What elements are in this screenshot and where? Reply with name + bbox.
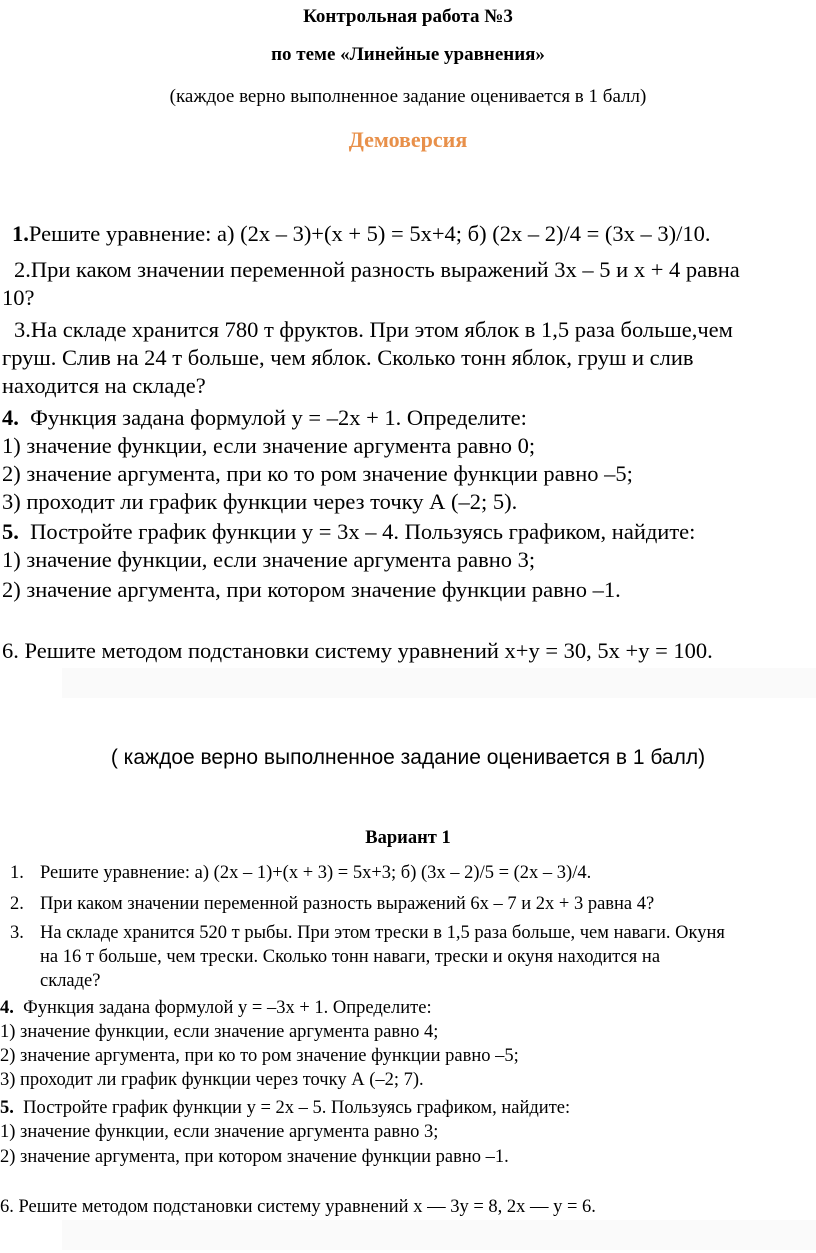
variant-task-4-number: 4. [0,998,14,1018]
variant-task-5-text: Постройте график функции у = 2х – 5. Пользуясь графиком, найдите: [23,1098,571,1118]
list-text: складе? [40,971,101,991]
list-number: 2. [10,894,24,914]
task-5-item-1: 1) значение функции, если значение аргумента равно 3; [2,547,536,572]
task-3-line-3: находится на складе? [2,373,206,398]
list-number: 1. [10,863,24,883]
list-text: На складе хранится 520 т рыбы. При этом трески в 1,5 раза больше, чем наваги. Окуня [40,923,725,943]
variant-title: Вариант 1 [365,828,451,848]
list-text: на 16 т больше, чем трески. Сколько тонн наваги, трески и окуня находится на [40,947,661,967]
list-number: 3. [10,923,24,943]
task-1-text: Решите уравнение: а) (2х – 3)+(х + 5) = 5х+4; б) (2х – 2)/4 = (3х – 3)/10. [28,221,711,246]
variant-task-5-heading [0,1096,812,1120]
task-4-text: Функция задана формулой у = –2х + 1. Определите: [30,405,527,430]
topic-heading: по теме «Линейные уравнения» [271,44,545,65]
variant-task-4-item-2: 2) значение аргумента, при ко то ром значение функции равно –5; [0,1046,519,1066]
scoring-note-2: ( каждое верно выполненное задание оценивается в 1 балл) [110,746,706,769]
list-text: Решите уравнение: а) (2х – 1)+(х + 3) = 5х+3; б) (3х – 2)/5 = (2х – 3)/4. [40,863,592,883]
task-4-item-2: 2) значение аргумента, при ко то ром значение функции равно –5; [2,461,633,486]
page-title: Контрольная работа №3 [303,6,513,27]
task-2-line-1: 2.При каком значении переменной разность выражений 3х – 5 и х + 4 равна [14,257,740,282]
variant-task-4-item-3: 3) проходит ли график функции через точку А (–2; 7). [0,1070,424,1090]
task-4-heading [2,404,808,432]
task-4-item-3: 3) проходит ли график функции через точку А (–2; 5). [2,489,518,514]
task-5-text: Постройте график функции у = 3х – 4. Пользуясь графиком, найдите: [30,519,696,544]
shaded-block [62,668,816,698]
task-1-number: 1. [12,221,29,246]
variant-task-4-heading [0,996,812,1020]
task-3-line-1: 3.На складе хранится 780 т фруктов. При этом яблок в 1,5 раза больше,чем [14,317,733,342]
variant-task-6: 6. Решите методом подстановки систему уравнений х — 3у = 8, 2х — у = 6. [0,1197,596,1217]
variant-task-5-item-2: 2) значение аргумента, при котором значение функции равно –1. [0,1147,509,1167]
task-5-item-2: 2) значение аргумента, при котором значение функции равно –1. [2,577,621,602]
task-3-line-2: груш. Слив на 24 т больше, чем яблок. Сколько тонн яблок, груш и слив [2,345,694,370]
variant-task-5-number: 5. [0,1098,14,1118]
task-2-line-2: 10? [2,285,35,310]
task-5-heading [2,518,808,546]
task-6: 6. Решите методом подстановки систему уравнений х+у = 30, 5х +у = 100. [2,638,713,663]
task-4-item-1: 1) значение функции, если значение аргумента равно 0; [2,433,536,458]
demo-label: Демоверсия [348,127,468,152]
scoring-note: (каждое верно выполненное задание оценивается в 1 балл) [169,86,647,107]
variant-task-5-item-1: 1) значение функции, если значение аргумента равно 3; [0,1122,439,1142]
task-1 [12,220,808,248]
shaded-block [62,1220,816,1250]
task-5-number: 5. [2,519,19,544]
variant-task-4-item-1: 1) значение функции, если значение аргумента равно 4; [0,1022,439,1042]
list-text: При каком значении переменной разность выражений 6х – 7 и 2х + 3 равна 4? [40,894,655,914]
task-4-number: 4. [2,405,19,430]
variant-task-4-text: Функция задана формулой у = –3х + 1. Определите: [23,998,432,1018]
